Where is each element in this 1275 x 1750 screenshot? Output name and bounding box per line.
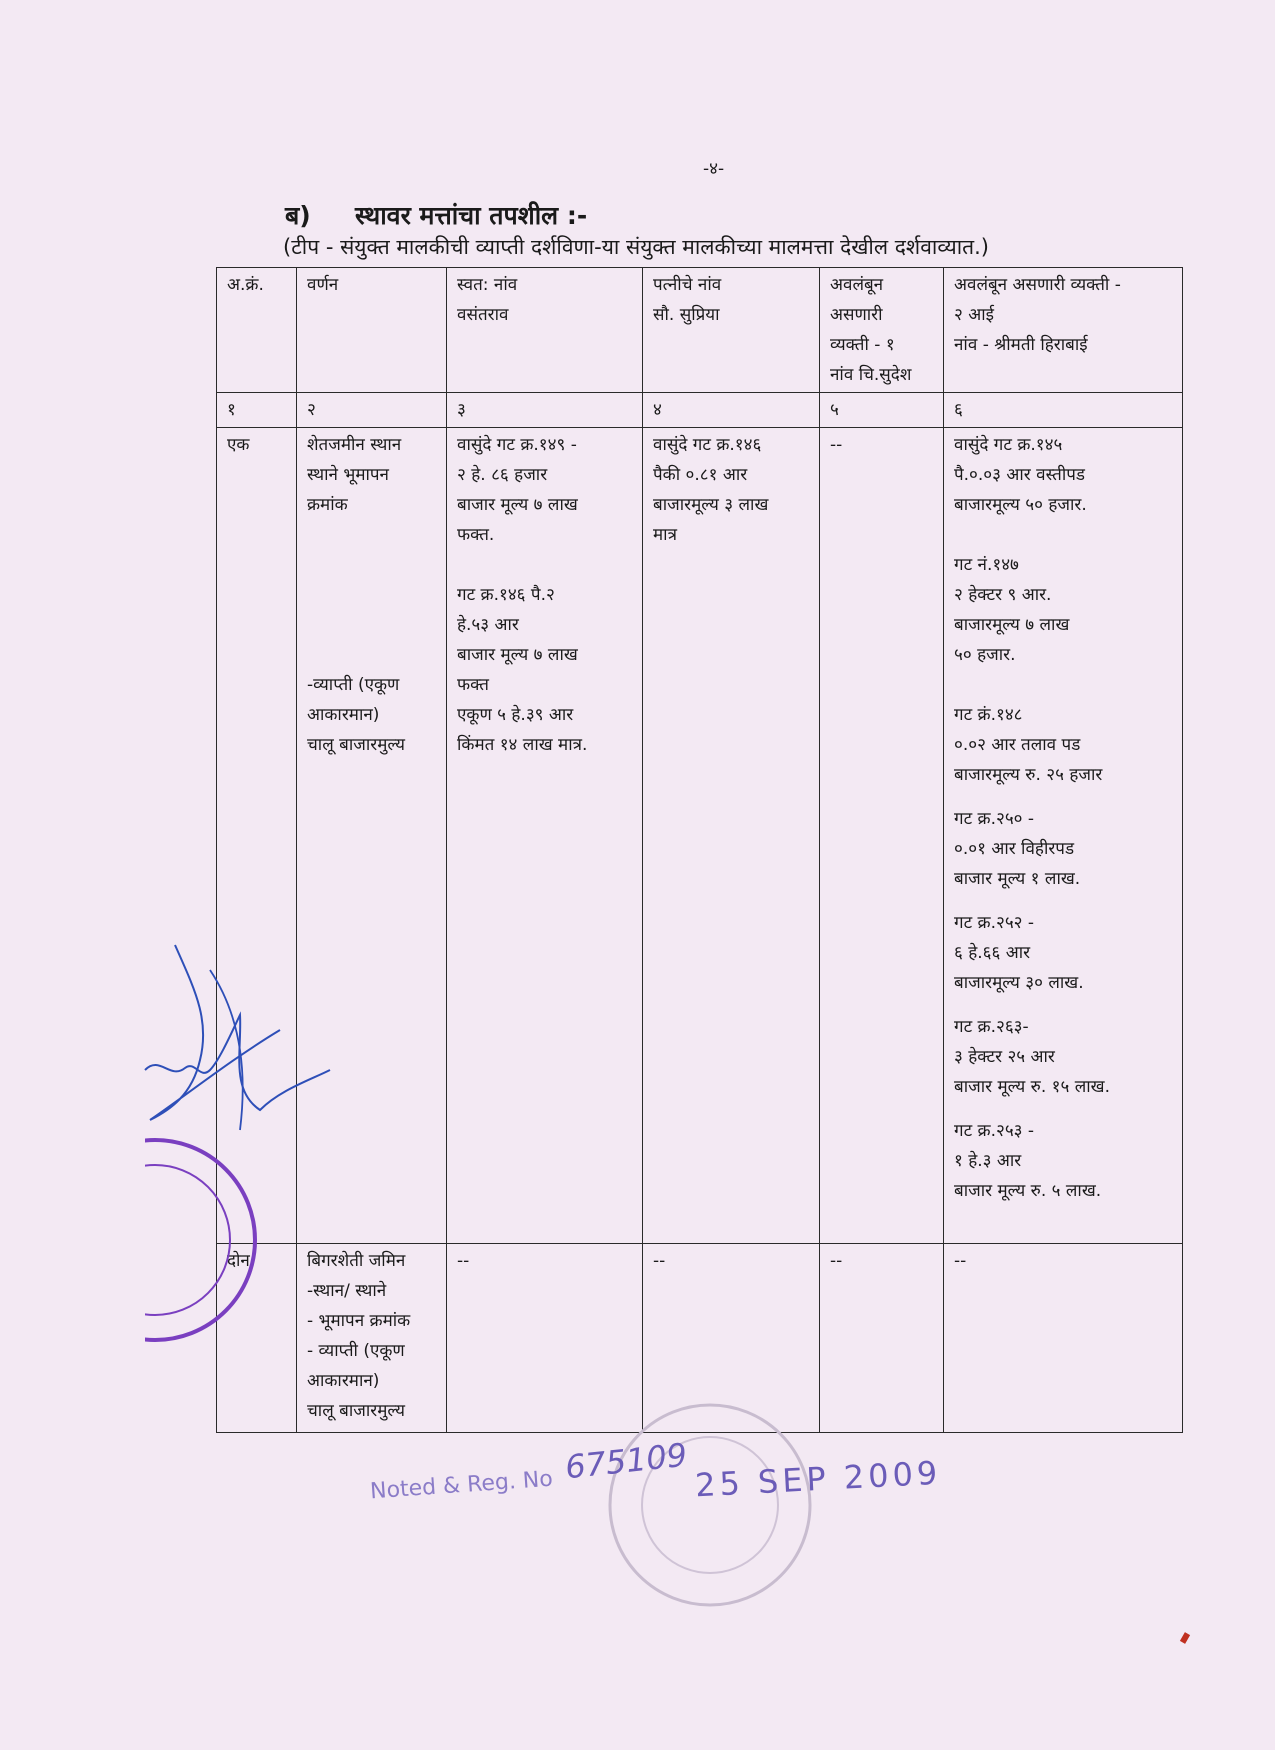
header-wife: पत्नीचे नांव सौ. सुप्रिया (643, 268, 820, 393)
column-number: १ (217, 393, 297, 428)
section-title: स्थावर मत्तांचा तपशील :- (355, 201, 588, 230)
registration-number: 675109 (563, 1435, 689, 1487)
row-self-holdings: -- (447, 1244, 643, 1433)
notary-stamp (600, 1395, 820, 1615)
column-number: ५ (820, 393, 944, 428)
registration-date: 25 SEP 2009 (694, 1453, 943, 1505)
header-self: स्वत: नांव वसंतराव (447, 268, 643, 393)
ink-mark (1180, 1632, 1190, 1644)
notary-seal (145, 1120, 265, 1360)
column-number: ४ (643, 393, 820, 428)
header-serial: अ.क्रं. (217, 268, 297, 393)
table-row (217, 428, 1183, 1244)
column-number: २ (297, 393, 447, 428)
section-heading (285, 198, 587, 232)
row-serial: एक (217, 428, 297, 1244)
row-dependent-2-holdings: वासुंदे गट क्र.१४५ पै.०.०३ आर वस्तीपड बाजारमूल्य ५० हजार. गट नं.१४७ २ हेक्टर ९ आर. बाजारमूल्य ७ लाख ५० हजार. गट क्रं.१४८ ०.०२ आर तलाव पड बाजारमूल्य रु. २५ हजार गट क्र.२५० - ०.०१ आर विहीरपड बाजार मूल्य १ लाख. गट क्र.२५२ - ६ हे.६६ आर बाजारमूल्य ३० लाख. गट क्र.२६३- ३ हेक्टर २५ आर बाजार मूल्य रु. १५ लाख. गट क्र.२५३ - १ हे.३ आर बाजार मूल्य रु. ५ लाख. (944, 428, 1183, 1244)
header-row (217, 268, 1183, 393)
immovable-assets-table (216, 267, 1183, 1433)
row-dependent-1: -- (820, 1244, 944, 1433)
row-wife-holdings: -- (643, 1244, 820, 1433)
section-letter: ब) (285, 201, 311, 230)
column-number: ३ (447, 393, 643, 428)
header-description: वर्णन (297, 268, 447, 393)
noted-reg-label: Noted & Reg. No (369, 1466, 554, 1505)
column-number-row (217, 393, 1183, 428)
signature-ink (140, 930, 340, 1150)
page-number: -४- (703, 159, 725, 179)
row-wife-holdings: वासुंदे गट क्र.१४६ पैकी ०.८१ आर बाजारमूल्य ३ लाख मात्र (643, 428, 820, 1244)
column-number: ६ (944, 393, 1183, 428)
row-self-holdings: वासुंदे गट क्र.१४९ - २ हे. ८६ हजार बाजार मूल्य ७ लाख फक्त. गट क्र.१४६ पै.२ हे.५३ आर बाजार मूल्य ७ लाख फक्त एकूण ५ हे.३९ आर किंमत १४ लाख मात्र. (447, 428, 643, 1244)
row-dependent-1: -- (820, 428, 944, 1244)
header-dependent-1: अवलंबून असणारी व्यक्ती - १ नांव चि.सुदेश (820, 268, 944, 393)
row-serial: दोन (217, 1244, 297, 1433)
row-description: शेतजमीन स्थान स्थाने भूमापन क्रमांक -व्याप्ती (एकूण आकारमान) चालू बाजारमुल्य (297, 428, 447, 1244)
header-dependent-2: अवलंबून असणारी व्यक्ती - २ आई नांव - श्रीमती हिराबाई (944, 268, 1183, 393)
row-description: बिगरशेती जमिन -स्थान/ स्थाने - भूमापन क्रमांक - व्याप्ती (एकूण आकारमान) चालू बाजारमुल्य (297, 1244, 447, 1433)
section-note: (टीप - संयुक्त मालकीची व्याप्ती दर्शविणा-या संयुक्त मालकीच्या मालमत्ता देखील दर्शवाव्यात.) (283, 235, 989, 259)
row-dependent-2-holdings: -- (944, 1244, 1183, 1433)
